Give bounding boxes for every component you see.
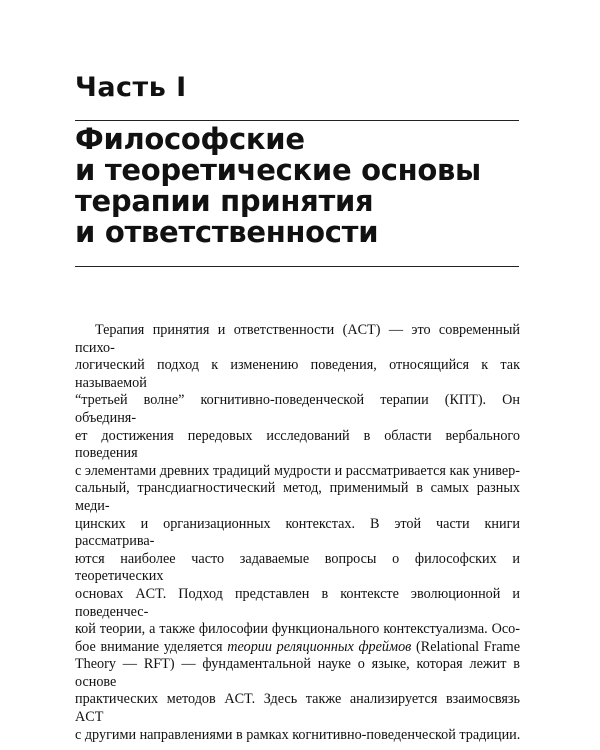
- chapter-title-line: Философские: [75, 122, 305, 156]
- paragraph-line: ет достижения передовых исследований в области вербального поведения: [75, 427, 520, 462]
- intro-paragraph: [75, 322, 520, 744]
- bottom-divider: [75, 266, 519, 267]
- paragraph-line: “третьей волне” когнитивно-поведенческой терапии (КПТ). Он объединя-: [75, 392, 520, 426]
- chapter-title: [75, 124, 520, 248]
- paragraph-last-line: с другими направлениями в рамках когнитивно-поведенческой традиции.: [75, 726, 521, 743]
- paragraph-line: кой теории, а также философии функционального контекстуализма. Осо-: [75, 621, 520, 638]
- chapter-title-line: и ответственности: [75, 215, 379, 249]
- chapter-title-line: и теоретические основы: [75, 153, 481, 187]
- top-divider: [75, 120, 519, 121]
- paragraph-line: с элементами древних традиций мудрости и рассматривается как универ-: [75, 462, 520, 479]
- chapter-title-line: терапии принятия: [75, 184, 374, 218]
- paragraph-text: бое внимание уделяется: [75, 638, 228, 655]
- paragraph-line: сальный, трансдиагностический метод, применимый в самых разных меди-: [75, 480, 520, 514]
- paragraph-line: [75, 639, 520, 657]
- paragraph-line: логический подход к изменению поведения, относящийся к так называемой: [75, 357, 520, 391]
- paragraph-line: цинских и организационных контекстах. В этой части книги рассматрива-: [75, 515, 520, 550]
- paragraph-line: практических методов ACT. Здесь также анализируется взаимосвязь ACT: [75, 691, 520, 726]
- paragraph-text: (Relational Frame: [411, 638, 521, 655]
- part-label: Часть I: [75, 72, 187, 103]
- paragraph-line: основах ACT. Подход представлен в контексте эволюционной и поведенчес-: [75, 585, 520, 620]
- paragraph-line: ются наиболее часто задаваемые вопросы о философских и теоретических: [75, 550, 520, 585]
- term-italic: теории реляционных фреймов: [227, 638, 412, 655]
- paragraph-line: Терапия принятия и ответственности (ACT) — это современный психо-: [75, 322, 520, 356]
- paragraph-line: Theory — RFT) — фундаментальной науке о языке, которая лежит в основе: [75, 656, 520, 690]
